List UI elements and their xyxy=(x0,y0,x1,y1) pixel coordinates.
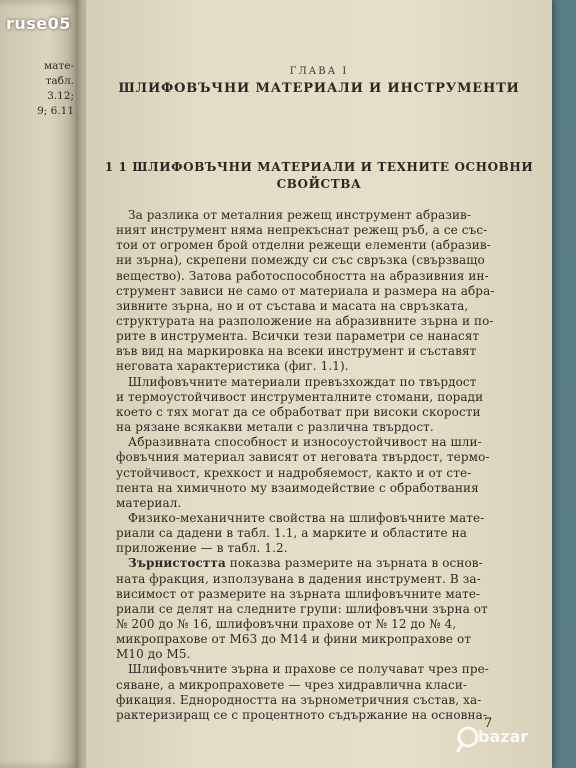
text-line: ната фракция, използувана в дадения инструмент. В за- xyxy=(116,572,481,586)
bazar-logo-text: bazar xyxy=(478,727,529,746)
text-line: риали са дадени в табл. 1.1, а марките и областите на xyxy=(116,526,467,540)
text-line: ният инструмент няма непрекъснат режещ ръб, а се със- xyxy=(116,223,488,237)
text-line: фовъчния материал зависят от неговата твърдост, термо- xyxy=(116,450,490,464)
chapter-title: ШЛИФОВЪЧНИ МАТЕРИАЛИ И ИНСТРУМЕНТИ xyxy=(118,81,520,96)
text-line: М10 до М5. xyxy=(116,647,191,661)
chapter-label: ГЛАВА I xyxy=(289,66,349,77)
text-line: вещество). Затова работоспособността на абразивния ин- xyxy=(116,269,489,283)
section-title: 1 1 ШЛИФОВЪЧНИ МАТЕРИАЛИ И ТЕХНИТЕ ОСНОВНИ xyxy=(104,160,534,174)
text-line: неговата характеристика (фиг. 1.1). xyxy=(116,359,349,373)
text-line: висимост от размерите на зърната шлифовъчните мате- xyxy=(116,587,481,601)
text-line-rest: показва размерите на зърната в основ- xyxy=(225,556,483,570)
text-line: риали се делят на следните групи: шлифовъчни зърна от xyxy=(116,602,488,616)
text-line: Абразивната способност и износоустойчивост на шли- xyxy=(128,435,482,449)
text-line: пента на химичното му взаимодействие с обработвания xyxy=(116,481,479,495)
text-line: микропрахове от М63 до М14 и фини микропрахове от xyxy=(116,632,472,646)
text-line: ни зърна), скрепени помежду си със свръзка (свързващо xyxy=(116,253,485,267)
text-line: структурата на разположение на абразивните зърна и по- xyxy=(116,314,494,328)
text-line: приложение — в табл. 1.2. xyxy=(116,541,288,555)
text-line: За разлика от металния режещ инструмент абразив- xyxy=(128,208,472,222)
text-line: на рязане всякакви метали с различна твърдост. xyxy=(116,420,434,434)
left-page-fragment: табл. xyxy=(45,75,74,87)
text-line: струмент зависи не само от материала и размера на абра- xyxy=(116,284,495,298)
text-line xyxy=(128,556,522,570)
text-line: № 200 до № 16, шлифовъчни прахове от № 12 до № 4, xyxy=(116,617,457,631)
site-logo: ruse05 xyxy=(6,14,71,33)
text-line: Шлифовъчните зърна и прахове се получават чрез пре- xyxy=(128,662,489,676)
text-line: рактеризиращ се с процентното съдържание на основна- xyxy=(116,708,488,722)
text-line: Физико-механичните свойства на шлифовъчните мате- xyxy=(128,511,485,525)
text-line: рите в инструмента. Всички тези параметри се нанасят xyxy=(116,329,480,343)
left-page-fragment: 9; 6.11 xyxy=(37,105,74,117)
left-page-fragment: мате- xyxy=(44,60,74,72)
text-line: материал. xyxy=(116,496,182,510)
text-line: и термоустойчивост инструменталните стомани, поради xyxy=(116,390,484,404)
text-line: което с тях могат да се обработват при високи скорости xyxy=(116,405,481,419)
text-line: зивните зърна, но и от състава и масата на свръзката, xyxy=(116,299,469,313)
text-line: във вид на маркировка на всеки инструмент и съставят xyxy=(116,344,477,358)
section-title: СВОЙСТВА xyxy=(276,177,362,191)
text-line: Шлифовъчните материали превъзхождат по твърдост xyxy=(128,375,477,389)
page-number: 7 xyxy=(484,716,493,731)
text-line: сяване, а микропраховете — чрез хидравлична класи- xyxy=(116,678,468,692)
left-page xyxy=(0,0,80,768)
text-line: фикация. Еднородността на зърнометричния състав, ха- xyxy=(116,693,482,707)
term-bold: Зърнистостта xyxy=(128,556,226,570)
left-page-fragment: 3.12; xyxy=(47,90,74,102)
text-line: тои от огромен брой отделни режещи елементи (абразив- xyxy=(116,238,491,252)
text-line: устойчивост, крехкост и надробяемост, както и от сте- xyxy=(116,466,472,480)
